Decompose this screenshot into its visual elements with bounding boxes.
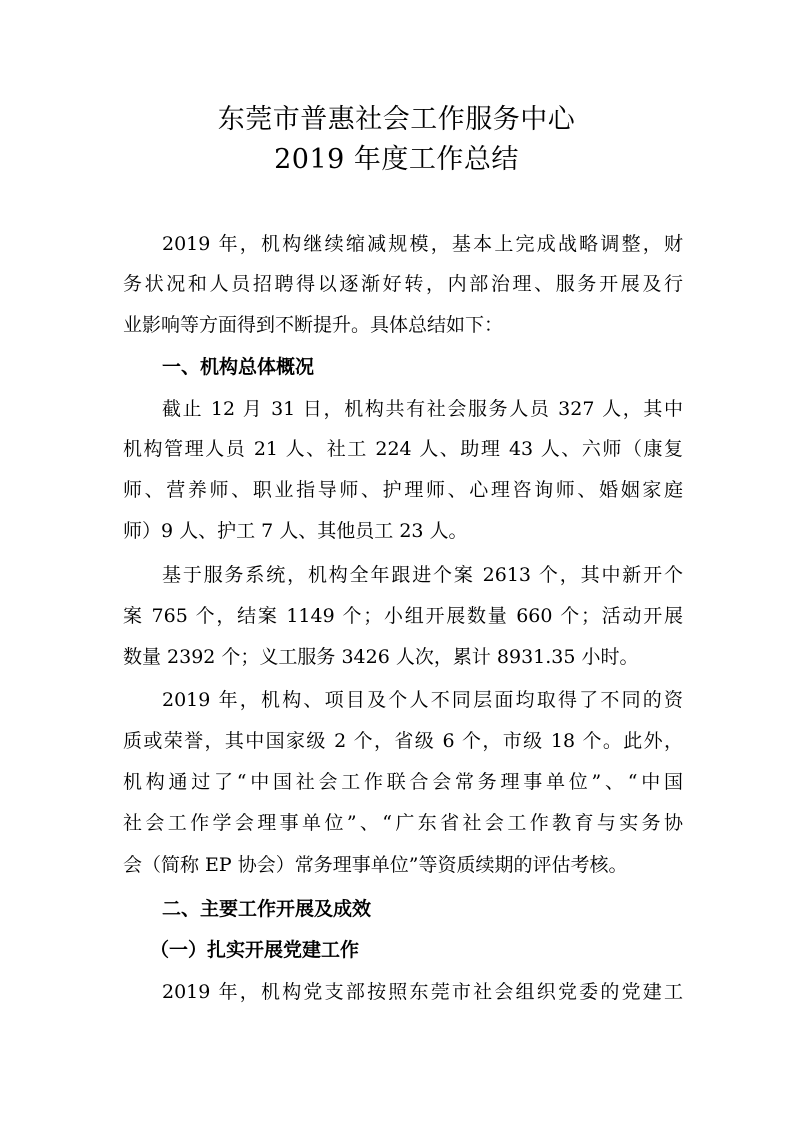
intro-line: 2019 年，机构继续缩减规模，基本上完成战略调整，财 [162,233,683,255]
honors-paragraph-line: 机构通过了“中国社会工作联合会常务理事单位”、“中国 [123,771,683,793]
staff-paragraph-line: 师）9 人、护工 7 人、其他员工 23 人。 [123,520,468,542]
document-title-line-2: 2019 年度工作总结 [274,144,519,175]
service-paragraph-line: 基于服务系统，机构全年跟进个案 2613 个，其中新开个 [162,564,683,586]
intro-line: 业影响等方面得到不断提升。具体总结如下： [123,314,504,336]
staff-paragraph-line: 截止 12 月 31 日，机构共有社会服务人员 327 人，其中 [162,398,683,420]
subsection-heading: （一）扎实开展党建工作 [150,939,360,961]
section-heading: 二、主要工作开展及成效 [162,898,372,920]
service-paragraph-line: 数量 2392 个；义工服务 3426 人次，累计 8931.35 小时。 [123,646,639,668]
honors-paragraph-line: 社会工作学会理事单位”、“广东省社会工作教育与实务协 [123,812,683,834]
document-title-line-1: 东莞市普惠社会工作服务中心 [217,104,576,135]
party-paragraph-line: 2019 年，机构党支部按照东莞市社会组织党委的党建工 [162,981,683,1003]
honors-paragraph-line: 2019 年，机构、项目及个人不同层面均取得了不同的资 [162,689,683,711]
section-heading: 一、机构总体概况 [162,356,315,378]
service-paragraph-line: 案 765 个，结案 1149 个；小组开展数量 660 个；活动开展 [123,605,683,627]
staff-paragraph-line: 师、营养师、职业指导师、护理师、心理咨询师、婚姻家庭 [123,479,683,501]
intro-line: 务状况和人员招聘得以逐渐好转，内部治理、服务开展及行 [123,273,683,295]
honors-paragraph-line: 质或荣誉，其中国家级 2 个，省级 6 个，市级 18 个。此外， [123,730,683,752]
honors-paragraph-line: 会（简称 EP 协会）常务理事单位”等资质续期的评估考核。 [123,854,628,876]
staff-paragraph-line: 机构管理人员 21 人、社工 224 人、助理 43 人、六师（康复 [123,438,683,460]
